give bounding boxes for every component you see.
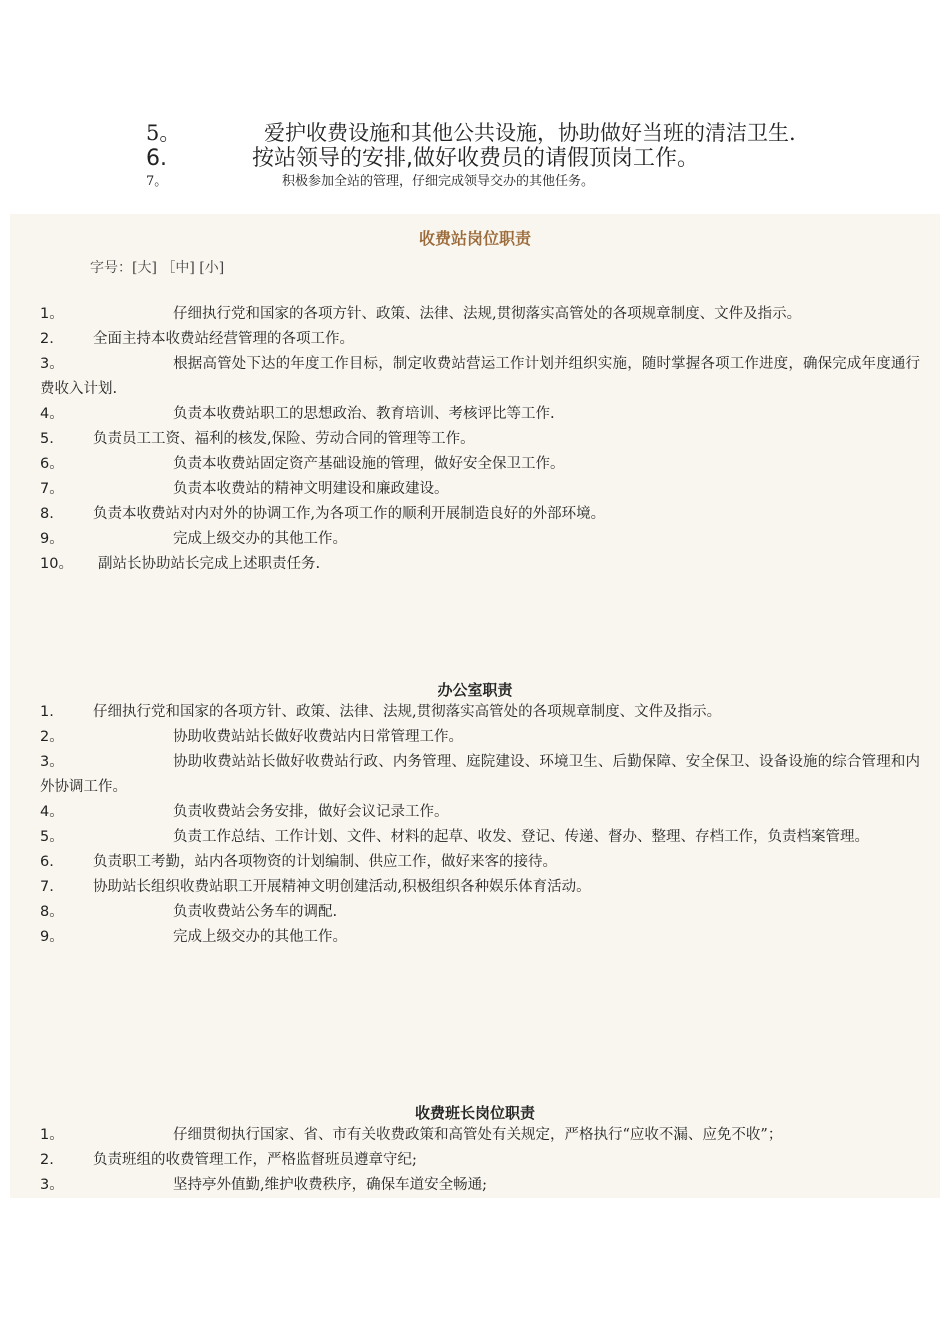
top-item-7	[146, 174, 806, 190]
list-item: 3。 根据高管处下达的年度工作目标，制定收费站营运工作计划并组织实施，随时掌握各项工作进度，确保完成年度通行费收入计划.	[40, 356, 920, 397]
top-item-5	[146, 120, 806, 146]
list-item: 1。 仔细执行党和国家的各项方针、政策、法律、法规,贯彻落实高管处的各项规章制度、文件及指示。	[40, 306, 802, 322]
list-item: 7. 协助站长组织收费站职工开展精神文明创建活动,积极组织各种娱乐体育活动。	[40, 879, 591, 895]
list-item: 4。 负责收费站会务安排，做好会议记录工作。	[40, 804, 449, 820]
list-item: 6. 负责职工考勤，站内各项物资的计划编制、供应工作，做好来客的接待。	[40, 854, 557, 870]
top-item-text: 按站领导的安排,做好收费员的请假顶岗工作。	[252, 146, 699, 171]
top-item-text: 爱护收费设施和其他公共设施，协助做好当班的清洁卫生.	[264, 121, 796, 145]
top-item-number: 7。	[146, 174, 168, 189]
list-item: 10。 副站长协助站长完成上述职责任务.	[40, 556, 321, 572]
toll-station-duties-list	[40, 302, 920, 577]
office-duties-list	[40, 700, 920, 950]
list-item: 5。 负责工作总结、工作计划、文件、材料的起草、收发、登记、传递、督办、整理、存档工作，负责档案管理。	[40, 829, 869, 845]
list-item: 9。 完成上级交办的其他工作。	[40, 531, 347, 547]
list-item: 6。 负责本收费站固定资产基础设施的管理，做好安全保卫工作。	[40, 456, 565, 472]
top-item-number: 5。	[146, 121, 181, 145]
font-size-selector[interactable]: 字号：[大] ［中] [小]	[90, 260, 225, 276]
top-item-number: 6.	[146, 146, 167, 171]
list-item: 3。 坚持亭外值勤,维护收费秩序，确保车道安全畅通;	[40, 1177, 487, 1193]
list-item: 9。 完成上级交办的其他工作。	[40, 929, 347, 945]
list-item: 2。 协助收费站站长做好收费站内日常管理工作。	[40, 729, 463, 745]
list-item: 8. 负责本收费站对内对外的协调工作,为各项工作的顺利开展制造良好的外部环境。	[40, 506, 606, 522]
list-item: 7。 负责本收费站的精神文明建设和廉政建设。	[40, 481, 449, 497]
list-item: 2. 全面主持本收费站经营管理的各项工作。	[40, 331, 354, 347]
content-panel	[10, 214, 940, 1198]
list-item: 3。 协助收费站站长做好收费站行政、内务管理、庭院建设、环境卫生、后勤保障、安全保卫、设备设施的综合管理和内外协调工作。	[40, 754, 920, 795]
list-item: 2. 负责班组的收费管理工作，严格监督班员遵章守纪;	[40, 1152, 417, 1168]
top-item-6	[146, 146, 806, 172]
section-title-shift-leader: 收费班长岗位职责	[414, 1104, 535, 1122]
section-title-office: 办公室职责	[437, 681, 513, 699]
top-fragment	[146, 120, 806, 190]
list-item: 8。 负责收费站公务车的调配.	[40, 904, 338, 920]
top-item-text: 积极参加全站的管理，仔细完成领导交办的其他任务。	[282, 174, 595, 189]
list-item: 4。 负责本收费站职工的思想政治、教育培训、考核评比等工作.	[40, 406, 555, 422]
section-title-toll-station: 收费站岗位职责	[418, 229, 531, 248]
list-item: 1。 仔细贯彻执行国家、省、市有关收费政策和高管处有关规定，严格执行“应收不漏、应免不收”；	[40, 1127, 783, 1143]
shift-leader-duties-list	[40, 1123, 920, 1198]
list-item: 5. 负责员工工资、福利的核发,保险、劳动合同的管理等工作。	[40, 431, 475, 447]
list-item: 1. 仔细执行党和国家的各项方针、政策、法律、法规,贯彻落实高管处的各项规章制度、文件及指示。	[40, 704, 722, 720]
